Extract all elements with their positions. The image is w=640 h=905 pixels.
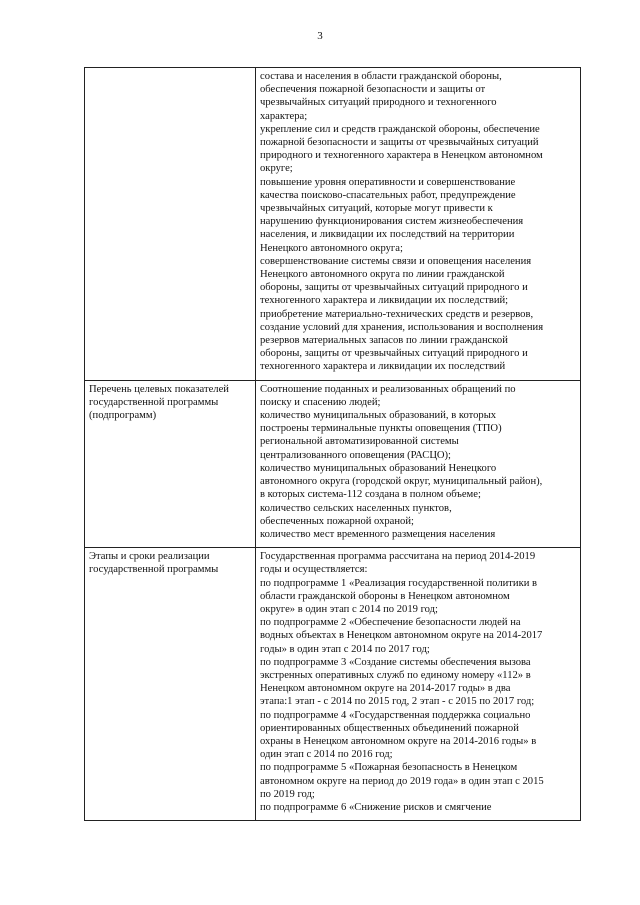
row-content-line: округе; [260,163,293,175]
row-content-line: количество мест временного размещения населения [260,528,496,540]
row-content-cell [256,380,581,547]
row-content-line: резервов материальных запасов по линии гражданской [260,335,508,347]
row-content-line: обеспечения пожарной безопасности и защиты от [260,84,486,96]
row-content-cell [256,548,581,821]
row-content-line: по подпрограмме 1 «Реализация государственной политики в [260,577,538,589]
row-content-line: по 2019 год; [260,788,315,800]
row-content-line: обеспеченных пожарной охраной; [260,515,414,527]
row-content-line: Ненецком автономном округе на 2014-2017 годы» в два [260,683,511,695]
program-passport-table [84,67,581,821]
table-body [85,68,581,821]
row-label-line: (подпрограмм) [89,410,157,422]
row-content-line: обороны, защиты от чрезвычайных ситуаций природного и [260,282,528,294]
row-content-line: региональной автоматизированной системы [260,436,459,448]
row-content-line: чрезвычайных ситуаций, которые могут привести к [260,203,493,215]
row-label-line: Этапы и сроки реализации [89,551,210,563]
row-label-line: государственной программы [89,396,219,408]
row-content-line: ориентированных общественных объединений пожарной [260,722,519,734]
row-label-cell [85,548,256,821]
row-content-line: укрепление сил и средств гражданской обороны, обеспечение [260,123,540,135]
row-content-line: нарушению функционирования систем жизнеобеспечения [260,216,524,228]
row-content-line: обороны, защиты от чрезвычайных ситуаций природного и [260,348,528,360]
row-content-line: количество муниципальных образований Ненецкого [260,462,497,474]
row-label-cell [85,68,256,381]
row-content-line: создание условий для хранения, использования и восполнения [260,321,544,333]
row-content-line: характера; [260,110,308,122]
row-content-line: экстренных оперативных служб по единому номеру «112» в [260,669,531,681]
row-content-line: этапа:1 этап - с 2014 по 2015 год, 2 этап - с 2015 по 2017 год; [260,696,535,708]
row-content-line: Государственная программа рассчитана на период 2014-2019 [260,551,536,563]
row-content-line: пожарной безопасности и защиты от чрезвычайных ситуаций [260,137,539,149]
row-content-line: округе» в один этап с 2014 по 2019 год; [260,603,438,615]
row-content-line: по подпрограмме 4 «Государственная поддержка социально [260,709,531,721]
row-content-line: области гражданской обороны в Ненецком автономном [260,590,510,602]
row-content-line: автономного округа (городской округ, муниципальный район), [260,476,543,488]
row-content-line: по подпрограмме 2 «Обеспечение безопасности людей на [260,617,521,629]
row-content-line: Ненецкого автономного округа по линии гражданской [260,269,505,281]
row-content-line: водных объектах в Ненецком автономном округе на 2014-2017 [260,630,543,642]
row-content-line: по подпрограмме 3 «Создание системы обеспечения вызова [260,656,531,668]
row-content-line: по подпрограмме 6 «Снижение рисков и смягчение [260,801,492,813]
row-content-line: централизованного оповещения (РАСЦО); [260,449,452,461]
row-label-line: государственной программы [89,564,219,576]
row-content-line: совершенствование системы связи и оповещения населения [260,255,532,267]
row-content-line: техногенного характера и ликвидации их последствий; [260,295,509,307]
row-content-line: чрезвычайных ситуаций природного и техногенного [260,97,497,109]
row-content-line: качества поисково-спасательных работ, предупреждение [260,189,516,201]
row-content-line: по подпрограмме 5 «Пожарная безопасность в Ненецком [260,762,518,774]
row-content-line: автономном округе на период до 2019 года» в один этап с 2015 [260,775,544,787]
row-content-line: населения, и ликвидации их последствий на территории [260,229,515,241]
row-label-cell [85,380,256,547]
row-content-line: количество сельских населенных пунктов, [260,502,452,514]
table-row-objectives-continued [85,68,581,381]
row-content-line: повышение уровня оперативности и совершенствование [260,176,516,188]
page-number: 3 [317,30,323,42]
row-content-line: годы и осуществляется: [260,564,368,576]
row-content-line: природного и техногенного характера в Ненецком автономном [260,150,543,162]
row-content-line: Ненецкого автономного округа; [260,242,403,254]
row-content-line: построены терминальные пункты оповещения (ТПО) [260,423,502,435]
row-content-line: годы» в один этап с 2014 по 2017 год; [260,643,430,655]
row-label-line: Перечень целевых показателей [89,383,229,395]
row-content-line: техногенного характера и ликвидации их последствий [260,361,506,373]
row-content-line: Соотношение поданных и реализованных обращений по [260,383,516,395]
row-content-cell [256,68,581,381]
row-content-line: в которых система-112 создана в полном объеме; [260,489,481,501]
row-content-line: количество муниципальных образований, в которых [260,410,497,422]
table-row-stages-and-terms [85,548,581,821]
row-content-line: приобретение материально-технических средств и резервов, [260,308,534,320]
row-content-line: состава и населения в области гражданской обороны, [260,71,502,82]
row-content-line: охраны в Ненецком автономном округе на 2014-2016 годы» в [260,735,537,747]
table-row-target-indicators [85,380,581,547]
row-content-line: поиску и спасению людей; [260,396,381,408]
row-content-line: один этап с 2014 по 2016 год; [260,749,393,761]
